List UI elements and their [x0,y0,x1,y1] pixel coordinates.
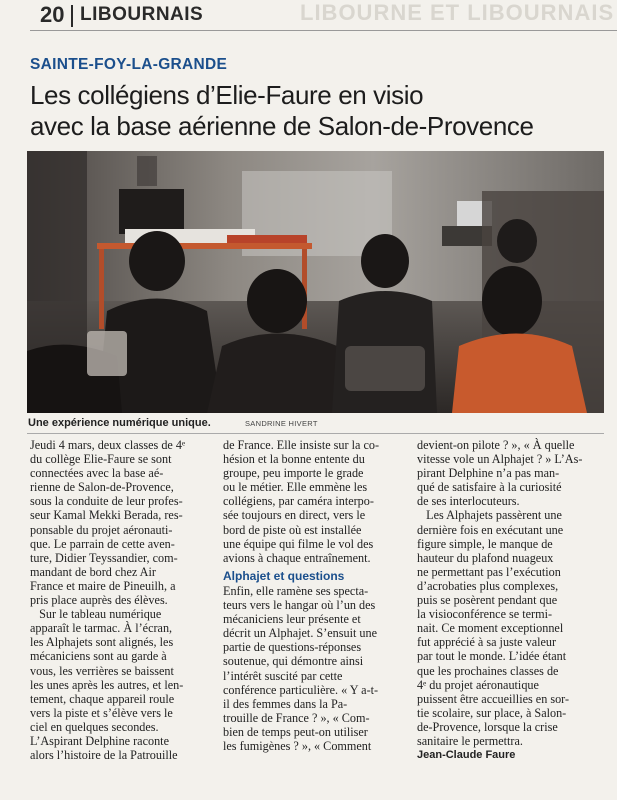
body-line: ou le métier. Elle emmène les [223,480,368,495]
body-line: conférence particulière. « Y a-t- [223,682,379,697]
body-line: Les Alphajets passèrent une [417,508,562,523]
body-line: apparaît le tarmac. À l’écran, [30,621,173,636]
page-number: 20 [40,2,65,27]
body-line: l’intérêt suscité par cette [223,668,343,683]
body-line: vitesse vole un Alphajet ? » L’As- [417,452,583,467]
body-line: alors l’histoire de la Patrouille [30,748,178,763]
body-line: pris place auprès des élèves. [30,593,168,608]
body-line: que. Le parrain de cette aven- [30,536,175,551]
body-line: par tout le monde. L’idée étant [417,649,567,664]
body-line: de France. Elle insiste sur la co- [223,438,380,452]
body-line: sous la conduite de leur profes- [30,494,183,509]
body-line: avions à chaque entraînement. [223,550,371,565]
body-line: L’Aspirant Delphine raconte [30,733,169,748]
body-line: les Alphajets sont alignés, les [30,635,174,650]
body-line: mécaniciens sont au garde à [30,649,167,664]
body-line: connectées avec la base aé- [30,466,164,481]
body-line: seur Kamal Mekki Berada, res- [30,508,183,523]
body-line: devient-on pilote ? », « À quelle [417,438,575,452]
ghost-header-text: LIBOURNE ET LIBOURNAIS [300,0,615,25]
body-line: figure simple, le manque de [417,536,553,551]
body-line: une équipe qui filme le vol des [223,536,374,551]
body-line: collégiens, par caméra interpo- [223,494,374,509]
body-line: pirant Delphine n’a pas man- [417,466,560,481]
section-title: LIBOURNAIS [80,4,204,25]
body-line: mandant de bord chez Air [30,564,156,579]
body-line: puissent être accueillies en sor- [417,691,570,706]
body-line: Enfin, elle ramène ses specta- [223,583,369,598]
body-line: 4ᵉ du projet aéronautique [417,677,539,692]
body-line: partie de questions-réponses [223,640,362,655]
photo-caption: Une expérience numérique unique. [28,417,211,429]
article-author: Jean-Claude Faure [417,749,516,762]
body-line: la visioconférence se termi- [417,607,553,622]
headline-line-1: Les collégiens d’Elie-Faure en visio [30,80,424,110]
article-column-1 [30,438,212,762]
body-line: rienne de Salon-de-Provence, [30,480,174,495]
body-line: vous, les verrières se baissent [30,663,174,678]
headline-line-2: avec la base aérienne de Salon-de-Provence [30,111,534,141]
photo-credit: SANDRINE HIVERT [245,419,318,428]
body-line: sanitaire le permettra. [417,733,523,748]
body-line: dernière fois en exécutant une [417,522,564,537]
body-line: vers la piste et s’élève vers le [30,705,173,720]
body-line: mécaniciens leur présente et [223,612,361,627]
body-line: tement, chaque appareil roule [30,691,175,706]
body-line: puis se posèrent pendant que [417,593,558,608]
article-column-3 [417,438,605,762]
body-line: ne permettant pas l’exécution [417,564,561,579]
body-line: trouille de France ? », « Com- [223,710,370,725]
body-line: les fumigènes ? », « Comment [223,738,372,753]
body-line: Jeudi 4 mars, deux classes de 4ᵉ [30,438,186,452]
body-line: tie scolaire, sur place, à Salon- [417,705,567,720]
body-line: hésion et la bonne entente du [223,452,365,467]
body-line: de ses interlocuteurs. [417,494,520,509]
body-line: décrit un Alphajet. S’ensuit une [223,626,378,641]
body-line: teurs vers le hangar où l’un des [223,598,376,613]
body-line: ponsable du projet aéronauti- [30,522,173,537]
body-line: hauteur du plafond nuageux [417,550,554,565]
header-rule [30,30,617,31]
body-line: sée toujours en direct, vers le [223,508,366,523]
body-line: nait. Ce moment exceptionnel [417,621,564,636]
body-line: Sur le tableau numérique [30,607,162,622]
body-line: qué de satisfaire à la curiosité [417,480,562,495]
article-column-2 [223,438,406,753]
body-line: du collège Elie-Faure se sont [30,452,172,467]
page-header [0,0,617,32]
article-photo [27,151,604,413]
article-subheading: Alphajet et questions [223,568,345,583]
body-line: il des femmes dans la Pa- [223,696,348,711]
article-headline [30,80,610,142]
body-line: bien de temps peut-on utiliser [223,724,368,739]
caption-rule [27,433,604,434]
body-line: soutenue, qui démontre ainsi [223,654,364,669]
body-line: France et maire de Pineuilh, a [30,578,176,593]
body-line: les unes après les autres, et len- [30,677,184,692]
body-line: d’acrobaties plus complexes, [417,578,559,593]
header-divider [71,5,73,27]
body-line: que les prochaines classes de [417,663,559,678]
body-line: groupe, peu importe le grade [223,466,364,481]
body-line: ciel en quelques secondes. [30,719,159,734]
article-kicker: SAINTE-FOY-LA-GRANDE [30,56,228,73]
body-line: ture, Didier Teyssandier, com- [30,550,178,565]
body-line: de-Provence, lorsque la crise [417,719,558,734]
body-line: fut apprécié à sa juste valeur [417,635,557,650]
body-line: bord de piste où est installée [223,522,362,537]
